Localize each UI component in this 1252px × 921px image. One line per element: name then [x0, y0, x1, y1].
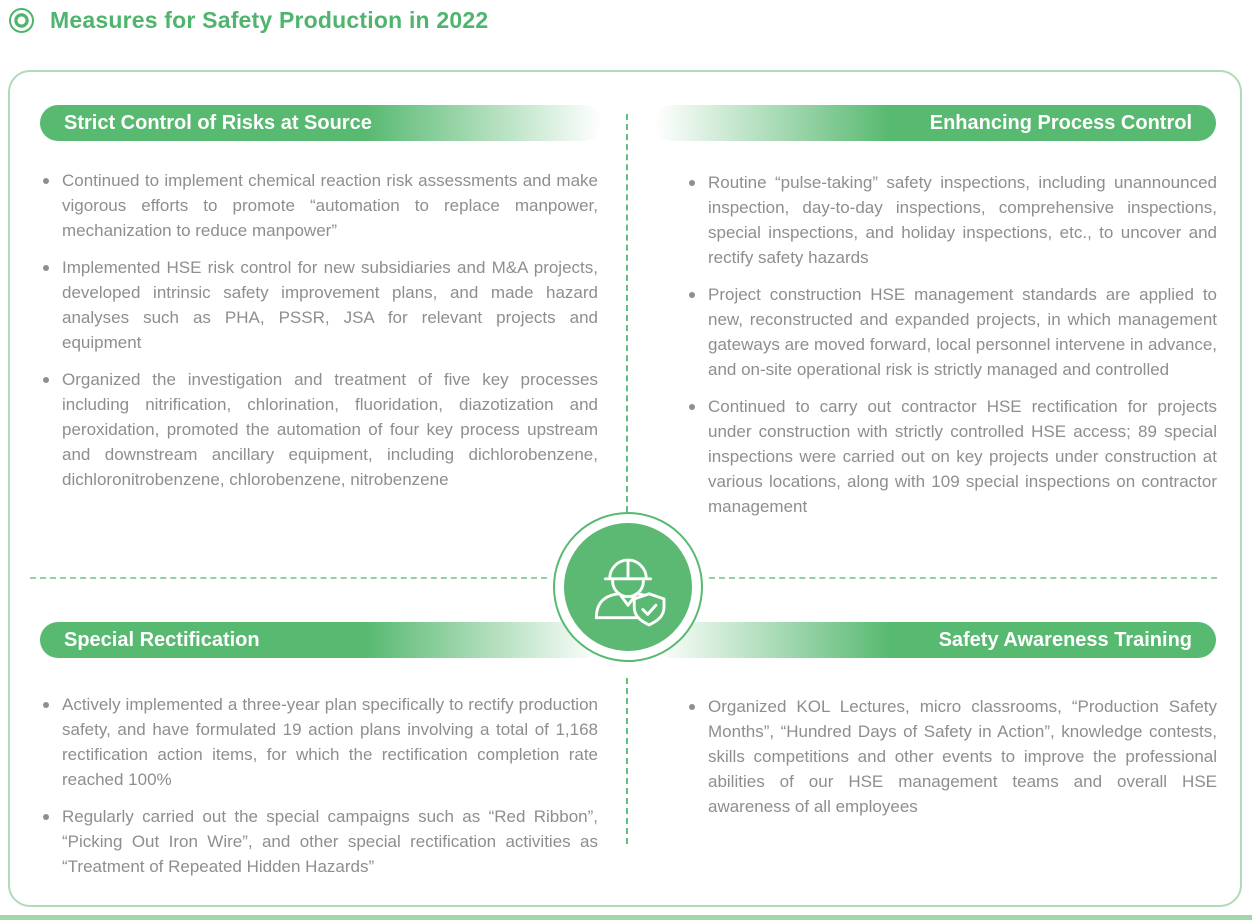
bullet-item — [40, 692, 598, 792]
bullet-item — [40, 804, 598, 879]
bullet-text: Actively implemented a three-year plan specifically to rectify production safety, and have formulated 19 action plans involving a total of 1,168 rectification action items, for which the rectification completion rate reached 100% — [62, 695, 598, 789]
bullet-item — [686, 694, 1217, 819]
vertical-dashed-divider-top — [626, 114, 628, 512]
vertical-dashed-divider-bottom — [626, 678, 628, 844]
horizontal-dashed-divider-left — [30, 577, 547, 579]
bullet-text: Routine “pulse-taking” safety inspections, including unannounced inspection, day-to-day inspections, comprehensive inspections, special inspections, and holiday inspections, etc., to uncover and rectify safety hazards — [708, 173, 1217, 267]
bullet-text: Organized the investigation and treatment of five key processes including nitrification, chlorination, fluoridation, diazotization and peroxidation, promoted the automation of four key process upstream and downstream ancillary equipment, including dichlorobenzene, dichloronitrobenzene, chlorobenzene, nitrobenzene — [62, 370, 598, 489]
bullet-item — [40, 255, 598, 355]
bullet-text: Implemented HSE risk control for new subsidiaries and M&A projects, developed intrinsic safety improvement plans, and made hazard analyses such as PHA, PSSR, JSA for relevant projects and equipment — [62, 258, 598, 352]
bullet-text: Regularly carried out the special campaigns such as “Red Ribbon”, “Picking Out Iron Wire”, and other special rectification activities as “Treatment of Repeated Hidden Hazards” — [62, 807, 598, 876]
bullet-text: Project construction HSE management standards are applied to new, reconstructed and expanded projects, in which management gateways are moved forward, local personnel intervene in advance, and on-site operational risk is strictly managed and controlled — [708, 285, 1217, 379]
bullet-dot-icon — [43, 814, 49, 820]
bullet-dot-icon — [43, 178, 49, 184]
page-title: Measures for Safety Production in 2022 — [50, 7, 489, 33]
bullet-dot-icon — [43, 377, 49, 383]
section-header-special-rectification: Special Rectification — [40, 622, 602, 658]
concentric-circles-icon — [8, 7, 35, 34]
bullet-dot-icon — [689, 180, 695, 186]
section-header-awareness-training: Safety Awareness Training — [654, 622, 1216, 658]
center-safety-badge — [553, 512, 703, 662]
bullet-dot-icon — [689, 704, 695, 710]
bottom-accent-strip — [0, 915, 1252, 920]
bullet-text: Organized KOL Lectures, micro classrooms, “Production Safety Months”, “Hundred Days of Safety in Action”, knowledge contests, skills competitions and other events to improve the professional abilities of our HSE management teams and overall HSE awareness of all employees — [708, 697, 1217, 816]
bullet-text: Continued to implement chemical reaction risk assessments and make vigorous efforts to promote “automation to replace manpower, mechanization to reduce manpower” — [62, 171, 598, 240]
section-header-strict-control: Strict Control of Risks at Source — [40, 105, 602, 141]
section-header-process-control: Enhancing Process Control — [654, 105, 1216, 141]
worker-hardhat-shield-icon — [564, 523, 692, 651]
bullet-dot-icon — [689, 292, 695, 298]
bullet-dot-icon — [43, 265, 49, 271]
bullet-item — [686, 282, 1217, 382]
bullet-text: Continued to carry out contractor HSE rectification for projects under construction with strictly controlled HSE access; 89 special inspections were carried out on key projects under construction at various locations, along with 109 special inspections on contractor management — [708, 397, 1217, 516]
bullet-list-strict-control — [40, 168, 598, 504]
bullet-item — [686, 170, 1217, 270]
bullet-item — [40, 168, 598, 243]
bullet-dot-icon — [689, 404, 695, 410]
bullet-item — [40, 367, 598, 492]
bullet-list-special-rectification — [40, 692, 598, 891]
horizontal-dashed-divider-right — [709, 577, 1217, 579]
page-header — [8, 7, 488, 34]
bullet-item — [686, 394, 1217, 519]
bullet-list-awareness-training — [686, 694, 1217, 831]
bullet-dot-icon — [43, 702, 49, 708]
bullet-list-process-control — [686, 170, 1217, 531]
